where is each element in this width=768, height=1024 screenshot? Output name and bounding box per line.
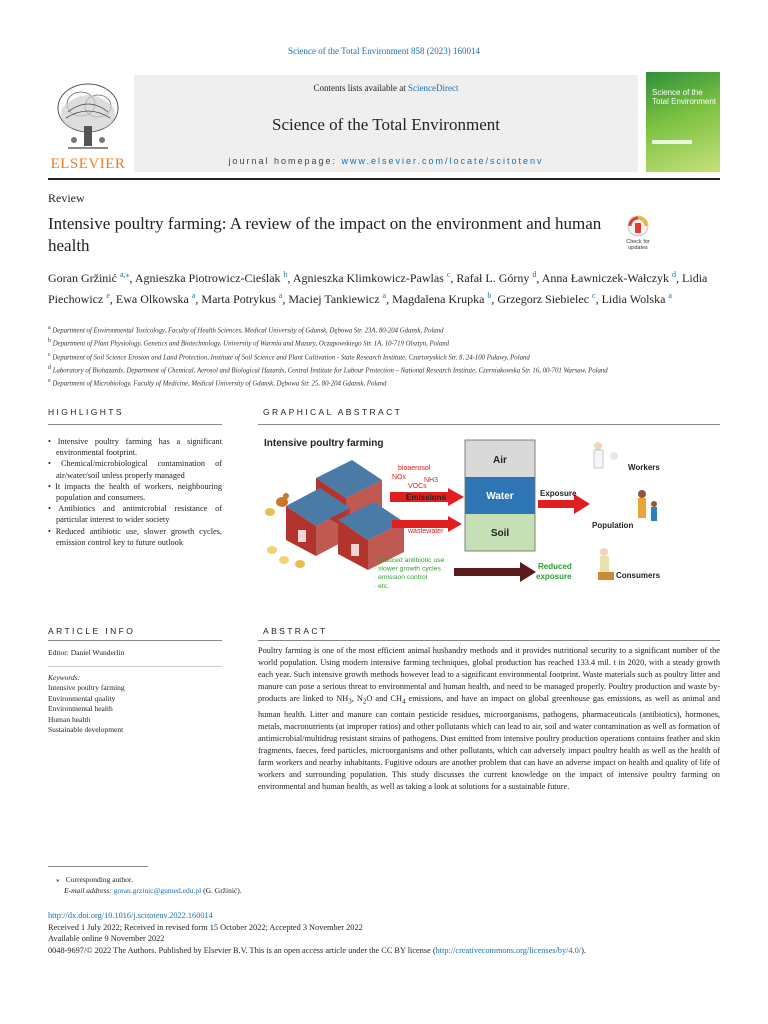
homepage-line bbox=[134, 156, 638, 166]
affiliation-key: e bbox=[48, 378, 51, 385]
highlight-item: • It impacts the health of workers, neighbouring population and consumers. bbox=[48, 481, 222, 503]
highlight-item: • Reduced antibiotic use, slower growth cycles, emission control key to future outlook bbox=[48, 526, 222, 547]
author-name[interactable]: Ewa Olkowska bbox=[115, 292, 189, 306]
abstract-p1: Poultry farming is one of the most efficient animal husbandry methods and it provides nutritional security to a significant number of the world population. Using modern intensive farming techniques, global production has reached 133.4 mil. t in 2020, with a steady growth each year. Such intensive growth methods however lead to a significant environmental footprint. Waste materials such as poultry litter and manure can pose a serious threat to environmental and human health, and need to be managed properly. Poultry production and waste by-products are linked to NH bbox=[258, 646, 720, 703]
barn-illustration bbox=[286, 460, 404, 570]
affiliation-key: a bbox=[48, 325, 51, 331]
editor-line: Editor: Daniel Wunderlin bbox=[48, 648, 125, 657]
keyword-item: Environmental quality bbox=[48, 693, 116, 703]
ga-workers: Workers bbox=[628, 463, 660, 472]
affiliation-text: Laboratory of Biohazards, Department of Chemical, Aerosol and Biological Hazards, Central Institute for Labour Protection – National Research Institute, Czerniakowska Str. 16, 00-701 Warsaw, Poland bbox=[52, 367, 608, 375]
article-title: Intensive poultry farming: A review of the impact on the environment and human health bbox=[48, 214, 602, 255]
ga-measure-item: · slower growth cycles bbox=[374, 565, 441, 573]
abstract-p2: , N bbox=[351, 694, 363, 703]
author-affiliation-marker[interactable]: d bbox=[532, 270, 537, 279]
ga-wastewater: wastewater bbox=[408, 528, 444, 535]
sciencedirect-link[interactable]: ScienceDirect bbox=[408, 83, 459, 93]
affiliation-text: Department of Plant Physiology, Genetics and Biotechnology, University of Warmia and Mazury, Oczapowskiego Str. 1A, 10-719 Olsztyn, Poland bbox=[52, 340, 450, 348]
keywords-label: Keywords: bbox=[48, 673, 81, 682]
author-name[interactable]: Anna Ławniczek-Wałczyk bbox=[541, 271, 670, 285]
ga-emissions: Emissions bbox=[406, 493, 447, 502]
ga-air: Air bbox=[493, 455, 507, 466]
journal-banner bbox=[134, 75, 638, 172]
email-label: E-mail address: bbox=[64, 886, 114, 895]
journal-masthead bbox=[48, 72, 720, 175]
journal-title: Science of the Total Environment bbox=[272, 115, 500, 134]
homepage-link[interactable]: www.elsevier.com/locate/scitotenv bbox=[341, 156, 544, 166]
check-for-updates-label: Check for updates bbox=[626, 239, 650, 251]
reduced-exposure-arrow bbox=[454, 562, 536, 582]
highlight-item: • Antibiotics and antimicrobial resistance of particular interest to wider society bbox=[48, 504, 222, 525]
masthead-rule bbox=[48, 178, 720, 180]
homepage-prefix: journal homepage: bbox=[228, 156, 342, 166]
journal-citation[interactable]: Science of the Total Environment 858 (2023) 160014 bbox=[288, 46, 480, 56]
footnote-rule bbox=[48, 866, 148, 867]
ga-reduced-2: exposure bbox=[536, 572, 572, 581]
online-date: Available online 9 November 2022 bbox=[48, 934, 165, 944]
author-affiliation-marker[interactable]: c bbox=[446, 270, 451, 279]
ga-nh3: NH3 bbox=[424, 477, 439, 484]
cover-title: Science of the Total Environment bbox=[652, 88, 717, 106]
ga-population: Population bbox=[592, 521, 634, 530]
highlights-list bbox=[48, 436, 222, 548]
keyword-item: Environmental health bbox=[48, 704, 113, 714]
ga-reduced-1: Reduced bbox=[538, 562, 572, 571]
corresponding-author: Corresponding author. bbox=[65, 875, 133, 884]
keyword-item: Sustainable development bbox=[48, 725, 124, 735]
affiliation-list bbox=[48, 323, 728, 389]
author-name[interactable]: Goran Gržinić bbox=[48, 271, 117, 285]
graphical-abstract-figure bbox=[258, 432, 678, 604]
article-type: Review bbox=[48, 191, 85, 205]
ga-consumers: Consumers bbox=[616, 571, 661, 580]
highlight-text: Intensive poultry farming has a significant environmental footprint. bbox=[56, 437, 222, 458]
contents-prefix: Contents lists available at bbox=[313, 83, 408, 93]
author-name[interactable]: Agnieszka Piotrowicz-Cieślak bbox=[134, 271, 281, 285]
ga-bioaerosol: bioaerosol bbox=[398, 465, 431, 472]
affiliation-text: Department of Microbiology, Faculty of Medicine, Medical University of Gdansk, Dębowa Str. 25, 80-204 Gdansk, Poland bbox=[52, 380, 387, 388]
highlight-item: • Intensive poultry farming has a significant environmental footprint. bbox=[48, 437, 222, 458]
author-email-link[interactable]: goran.grzinic@gumed.edu.pl bbox=[113, 886, 202, 895]
abstract-sub2: 2 bbox=[362, 698, 367, 706]
affiliation-text: Department of Soil Science Erosion and Land Protection, Institute of Soil Science and Plant Cultivation - State Research Institute, Czartoryskich Str. 8, 24-100 Puławy, Poland bbox=[52, 353, 530, 361]
footnote bbox=[48, 874, 242, 896]
abstract-p4: emissions, and have an impact on global greenhouse gas emissions, as well as animal and human health. Litter and manure can contain pesticide residues, microorganisms, pathogens, pharmaceuticals (antibiotics), hormones, metals, macronutrients (at improper ratios) and other pollutants which can lead to air, soil and water contamination as well as formation of antimicrobial/multidrug resistant strains of pathogens. Dust emitted from intensive poultry production operations contains feather and skin fragments, faeces, feed particles, microorganisms and other pollutants, which can adversely impact poultry health as well as the health of farm workers and nearby inhabitants. Fugitive odours are another problem that can have an adverse impact on health and quality of life of workers and surrounding population. This study discusses the current knowledge on the impact of intensive poultry farming on environmental and human health, as well as taking a look at solutions for a sustainable future. bbox=[258, 694, 720, 791]
graphical-abstract-heading: GRAPHICAL ABSTRACT bbox=[263, 407, 403, 417]
author-name[interactable]: Marta Potrykus bbox=[201, 292, 276, 306]
author-affiliation-marker[interactable]: a bbox=[382, 291, 387, 300]
ga-soil: Soil bbox=[490, 528, 510, 539]
ga-measure-item: · reduced antibiotic use bbox=[374, 557, 445, 564]
author-affiliation-marker[interactable]: d bbox=[672, 270, 677, 279]
doi-link[interactable]: http://dx.doi.org/10.1016/j.scitotenv.2022.160014 bbox=[48, 911, 213, 920]
affiliation-item bbox=[48, 323, 728, 336]
highlight-text: Reduced antibiotic use, slower growth cycles, emission control key to future outlook bbox=[55, 526, 222, 547]
author-affiliation-marker[interactable]: e bbox=[106, 291, 110, 300]
author-name[interactable]: Grzegorz Siebielec bbox=[497, 292, 590, 306]
article-info-rule bbox=[48, 640, 222, 641]
contents-line bbox=[134, 83, 638, 93]
author-affiliation-marker[interactable]: a,⁎ bbox=[119, 270, 130, 279]
author-affiliation-marker[interactable]: c bbox=[592, 291, 596, 300]
highlight-item: • Chemical/microbiological contamination of air/water/soil unless properly managed bbox=[48, 459, 222, 480]
abstract-text bbox=[258, 645, 720, 793]
elsevier-logo[interactable] bbox=[48, 78, 128, 170]
author-affiliation-marker[interactable]: a bbox=[191, 291, 196, 300]
abstract-rule bbox=[258, 640, 720, 641]
email-name: (G. Gržinić). bbox=[201, 886, 242, 895]
author-name[interactable]: Maciej Tankiewicz bbox=[288, 292, 380, 306]
keywords-list bbox=[48, 683, 125, 735]
author-name[interactable]: Lidia Wolska bbox=[601, 292, 666, 306]
affiliation-text: Department of Environmental Toxicology, Faculty of Health Sciences, Medical University of Gdansk, Dębowa Str. 23A, 80-204 Gdansk, Poland bbox=[52, 327, 444, 335]
article-meta bbox=[48, 910, 728, 956]
ga-vocs: VOCs bbox=[408, 483, 427, 490]
affiliation-key: c bbox=[48, 351, 51, 358]
abstract-p3: O and CH bbox=[366, 694, 402, 703]
author-affiliation-marker[interactable]: a bbox=[278, 291, 283, 300]
highlight-text: Chemical/microbiological contamination of air/water/soil unless properly managed bbox=[56, 459, 222, 480]
ga-exposure: Exposure bbox=[540, 489, 577, 498]
received-dates: Received 1 July 2022; Received in revised form 15 October 2022; Accepted 3 November 2022 bbox=[48, 922, 363, 932]
affiliation-item bbox=[48, 363, 728, 376]
ga-measure-item: · etc. bbox=[374, 582, 390, 590]
check-for-updates-badge[interactable] bbox=[616, 215, 660, 253]
license-link[interactable]: http://creativecommons.org/licenses/by/4.0/ bbox=[435, 945, 582, 955]
author-list: Goran Gržinić $^{a,⁎}$, Agnieszka Piotrowicz-Cieślak $^b$, Agnieszka Klimkowicz-Pawlas $^c$, Rafał L. Górny $^d$, Anna Ławniczek-Wałczyk $^d$, Lidia Piechowicz $^e$, Ewa Olkowska $^a$, Marta Potrykus $^a$, Maciej Tankiewicz $^a$, Magdalena Krupka $^b$, Grzegorz Siebielec $^c$, Lidia Wolska $^a$ bbox=[48, 270, 708, 306]
article-info-heading: ARTICLE INFO bbox=[48, 626, 136, 636]
publisher-wordmark: ELSEVIER bbox=[50, 156, 126, 172]
author-name[interactable]: Agnieszka Klimkowicz-Pawlas bbox=[292, 271, 444, 285]
author-name[interactable]: Magdalena Krupka bbox=[392, 292, 485, 306]
ga-heading: Intensive poultry farming bbox=[264, 438, 384, 449]
affiliation-item bbox=[48, 350, 728, 363]
abstract-sub1: 3 bbox=[348, 698, 352, 706]
keyword-item: Human health bbox=[48, 714, 91, 724]
highlights-rule bbox=[48, 424, 222, 425]
graphical-abstract-rule bbox=[258, 424, 720, 425]
highlight-text: It impacts the health of workers, neighbouring population and consumers. bbox=[55, 481, 222, 503]
ga-measure-item: · emission control bbox=[374, 574, 428, 582]
keywords-block bbox=[48, 673, 125, 735]
license-prefix: 0048-9697/© 2022 The Authors. Published by Elsevier B.V. This is an open access article under the CC BY license ( bbox=[48, 945, 436, 955]
ga-nox: NOx bbox=[392, 474, 406, 481]
license-suffix: ). bbox=[581, 945, 586, 955]
abstract-heading: ABSTRACT bbox=[263, 626, 328, 636]
abstract-sub3: 4 bbox=[402, 698, 406, 706]
ga-measures bbox=[374, 557, 444, 590]
editor-rule bbox=[48, 666, 222, 667]
footnote-marker: ⁎ bbox=[56, 875, 60, 884]
cover-band bbox=[652, 140, 692, 144]
affiliation-key: b bbox=[48, 338, 51, 345]
author-name[interactable]: Lidia Piechowicz bbox=[48, 271, 708, 306]
journal-cover-image[interactable] bbox=[646, 72, 720, 172]
affiliation-item bbox=[48, 376, 728, 389]
author-name[interactable]: Rafał L. Górny bbox=[456, 271, 530, 285]
graphical-abstract-svg bbox=[258, 432, 678, 604]
author-affiliation-marker[interactable]: b bbox=[283, 270, 288, 279]
author-affiliation-marker[interactable]: a bbox=[668, 291, 672, 300]
highlight-text: Antibiotics and antimicrobial resistance of particular interest to wider society bbox=[56, 504, 222, 525]
keyword-item: Intensive poultry farming bbox=[48, 683, 125, 693]
affiliation-key: d bbox=[48, 364, 51, 371]
highlights-heading: HIGHLIGHTS bbox=[48, 407, 124, 417]
author-affiliation-marker[interactable]: b bbox=[487, 291, 492, 300]
ga-water: Water bbox=[486, 491, 514, 502]
affiliation-item bbox=[48, 336, 728, 349]
